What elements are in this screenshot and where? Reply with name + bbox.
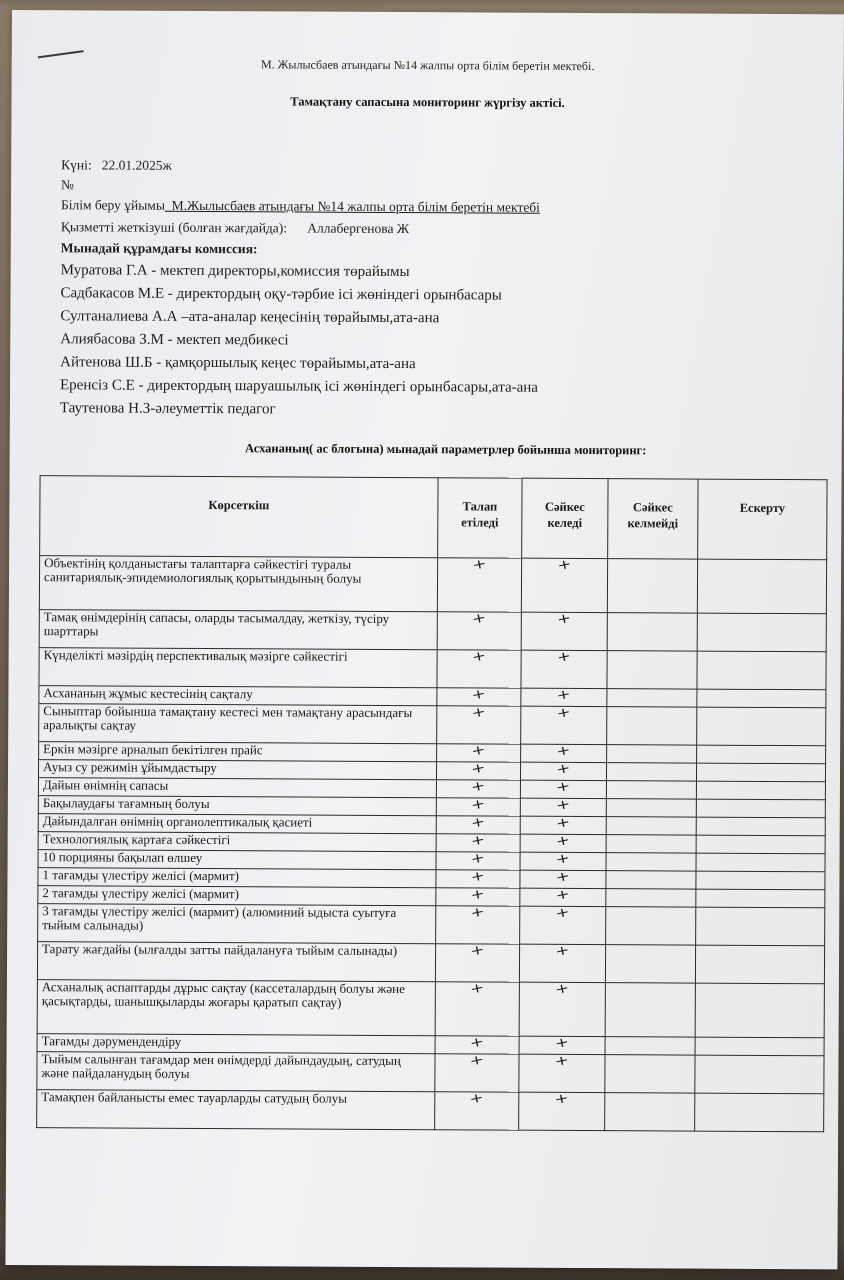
complies-mark-text: + bbox=[555, 686, 573, 705]
note-cell bbox=[697, 651, 826, 690]
note-cell bbox=[696, 871, 825, 890]
complies-mark bbox=[519, 982, 605, 1036]
indicator-cell-text: Тарату жағдайы (ылғалды затты пайдалануға тыйым салынады) bbox=[42, 941, 398, 959]
complies-mark bbox=[520, 834, 606, 852]
required-mark bbox=[437, 558, 521, 612]
note-cell bbox=[696, 835, 825, 854]
date-label: Күні: bbox=[61, 157, 92, 173]
not-complies-cell bbox=[607, 651, 697, 689]
indicator-cell-text: Асхананың жұмыс кестесінің сақталу bbox=[43, 685, 253, 702]
required-mark-text: + bbox=[469, 850, 487, 868]
note-cell bbox=[697, 613, 826, 652]
table-row bbox=[39, 704, 826, 746]
complies-mark bbox=[521, 558, 607, 612]
required-mark-text: + bbox=[468, 1090, 486, 1108]
not-complies-cell bbox=[607, 689, 697, 707]
note-cell bbox=[696, 799, 825, 818]
complies-mark bbox=[519, 1092, 605, 1130]
commission-member: Айтенова Ш.Б - қамқоршылық кеңес төрайымы,ата-ана bbox=[60, 354, 416, 373]
note-cell bbox=[695, 983, 824, 1038]
table-row bbox=[37, 980, 824, 1038]
note-cell bbox=[695, 945, 824, 984]
complies-mark-text: + bbox=[554, 814, 572, 833]
required-mark bbox=[436, 816, 520, 834]
note-cell bbox=[696, 817, 825, 836]
complies-mark bbox=[520, 780, 606, 798]
not-complies-cell bbox=[607, 613, 697, 651]
school-line: М. Жылысбаев атындағы №14 жалпы орта білім беретін мектебі. bbox=[260, 57, 595, 74]
header-indicator: Көрсеткіш bbox=[40, 476, 438, 558]
complies-mark-text: + bbox=[554, 778, 572, 797]
indicator-cell-text: Тыйым салынған тағамдар мен өнімдерді дайындаудың, сатудың және пайдаланудың болуы bbox=[41, 1051, 401, 1081]
indicator-cell-text: Дайындалған өнімнің органолептикалық қасиеті bbox=[42, 813, 313, 830]
not-complies-cell bbox=[605, 983, 695, 1037]
required-mark bbox=[436, 834, 520, 852]
required-mark-text: + bbox=[470, 648, 488, 666]
indicator-cell bbox=[37, 1090, 435, 1130]
required-mark-text: + bbox=[469, 904, 487, 922]
complies-mark bbox=[519, 944, 605, 982]
indicator-cell-text: 1 тағамды үлестіру желісі (мармит) bbox=[42, 867, 240, 884]
not-complies-cell bbox=[605, 945, 695, 983]
complies-mark-text: + bbox=[553, 1034, 571, 1053]
section-title: Асхананың( ас блогына) мынадай параметрлер бойынша мониторинг: bbox=[244, 441, 647, 458]
not-complies-cell bbox=[606, 781, 696, 799]
complies-mark bbox=[520, 762, 606, 780]
required-mark-text: + bbox=[468, 1034, 486, 1052]
complies-mark bbox=[520, 888, 606, 906]
indicator-cell bbox=[39, 610, 437, 650]
required-mark bbox=[437, 650, 521, 688]
complies-mark-text: + bbox=[554, 832, 572, 851]
indicator-cell-text: Ауыз су режимін ұйымдастыру bbox=[42, 759, 217, 776]
indicator-cell-text: Еркін мәзірге арналып бекітілген прайс bbox=[43, 741, 263, 758]
indicator-cell-text: Күнделікті мәзірдің перспективалық мәзірге сәйкестігі bbox=[43, 647, 348, 664]
required-mark bbox=[435, 1036, 519, 1054]
required-mark-text: + bbox=[470, 742, 487, 760]
complies-mark-text: + bbox=[555, 648, 573, 667]
complies-mark bbox=[521, 744, 607, 762]
complies-mark bbox=[520, 816, 606, 834]
complies-mark-text: + bbox=[553, 1052, 571, 1071]
commission-member: Таутенова Н.З-әлеуметтік педагог bbox=[59, 400, 276, 418]
indicator-cell bbox=[39, 556, 437, 612]
complies-mark bbox=[520, 798, 606, 816]
indicator-cell-text: Тамақ өнімдерінің сапасы, оларды тасымалдау, жеткізу, түсіру шарттары bbox=[43, 609, 390, 639]
date-value: 22.01.2025ж bbox=[101, 157, 172, 173]
org-label: Білім беру ұйымы bbox=[60, 197, 165, 213]
not-complies-cell bbox=[607, 707, 697, 745]
complies-mark bbox=[520, 870, 606, 888]
monitoring-table bbox=[36, 475, 827, 1132]
org-value: _М.Жылысбаев атындағы №14 жалпы орта білім беретін мектебі bbox=[164, 197, 540, 215]
complies-mark-text: + bbox=[554, 796, 572, 815]
complies-mark-text: + bbox=[555, 742, 572, 761]
header-note: Ескерту bbox=[698, 479, 827, 560]
required-mark bbox=[436, 780, 520, 798]
required-mark bbox=[436, 852, 520, 870]
indicator-cell bbox=[37, 942, 435, 982]
complies-mark bbox=[521, 612, 607, 650]
required-mark bbox=[436, 870, 520, 888]
not-complies-cell bbox=[605, 1055, 695, 1093]
indicator-cell bbox=[38, 904, 436, 944]
header-complies: Сәйкес келеді bbox=[522, 478, 608, 558]
complies-mark-text: + bbox=[554, 850, 572, 869]
indicator-cell-text: Дайын өнімнің сапасы bbox=[42, 777, 169, 793]
note-cell bbox=[696, 781, 825, 800]
complies-mark bbox=[519, 1054, 605, 1092]
complies-mark-text: + bbox=[555, 610, 573, 629]
required-mark bbox=[435, 944, 519, 982]
required-mark bbox=[435, 982, 519, 1036]
required-mark bbox=[437, 706, 521, 744]
note-cell bbox=[695, 1037, 824, 1056]
not-complies-cell bbox=[606, 799, 696, 817]
table-row bbox=[39, 610, 826, 652]
complies-mark-text: + bbox=[553, 980, 571, 999]
complies-mark bbox=[520, 852, 606, 870]
commission-member: Муратова Г.А - мектеп директоры,комиссия төрайымы bbox=[60, 262, 410, 281]
not-complies-cell bbox=[606, 907, 696, 945]
act-title: Тамақтану сапасына мониторинг жүргізу актісі. bbox=[290, 94, 565, 110]
indicator-cell bbox=[37, 980, 435, 1036]
indicator-cell-text: Сыныптар бойынша тамақтану кестесі мен тамақтану арасындағы аралықты сақтау bbox=[43, 703, 413, 733]
table-row bbox=[39, 556, 826, 614]
table-row bbox=[37, 1090, 824, 1132]
complies-mark-text: + bbox=[554, 942, 571, 961]
table-body bbox=[37, 556, 827, 1132]
date-line bbox=[61, 157, 172, 174]
required-mark-text: + bbox=[469, 760, 487, 778]
required-mark-text: + bbox=[469, 886, 487, 904]
not-complies-cell bbox=[606, 853, 696, 871]
required-mark-text: + bbox=[469, 796, 487, 814]
supplier-value: Аллабергенова Ж bbox=[307, 220, 409, 237]
table-header-row bbox=[40, 476, 827, 560]
table-row bbox=[37, 1052, 824, 1094]
not-complies-cell bbox=[605, 1037, 695, 1055]
complies-mark-text: + bbox=[554, 868, 572, 887]
required-mark-text: + bbox=[469, 868, 487, 886]
indicator-cell-text: Технологиялық картаға сәйкестігі bbox=[42, 831, 231, 848]
required-mark-text: + bbox=[469, 778, 487, 796]
org-line bbox=[61, 197, 540, 216]
indicator-cell bbox=[39, 648, 437, 688]
header-required: Талап етіледі bbox=[438, 478, 522, 558]
note-cell bbox=[696, 763, 825, 782]
required-mark-text: + bbox=[469, 814, 487, 832]
complies-mark bbox=[520, 906, 606, 944]
commission-member: Еренсіз С.Е - директордың шаруашылық ісі жөніндегі орынбасары,ата-ана bbox=[59, 377, 539, 396]
not-complies-cell bbox=[605, 1093, 695, 1131]
commission-member: Алиябасова З.М - мектеп медбикесі bbox=[60, 331, 289, 349]
required-mark-text: + bbox=[468, 1052, 486, 1070]
indicator-cell bbox=[39, 704, 437, 744]
required-mark-text: + bbox=[469, 832, 487, 850]
note-cell bbox=[697, 689, 826, 708]
required-mark-text: + bbox=[468, 980, 486, 998]
not-complies-cell bbox=[606, 871, 696, 889]
note-cell bbox=[695, 1055, 824, 1094]
commission-member: Султаналиева А.А –ата-аналар кеңесінің төрайымы,ата-ана bbox=[60, 308, 440, 327]
indicator-cell-text: 10 порцияны бақылап өлшеу bbox=[42, 849, 203, 866]
commission-member: Садбакасов М.Е - директордың оқу-тәрбие ісі жөніндегі орынбасары bbox=[60, 285, 502, 304]
indicator-cell-text: Асханалық аспаптарды дұрыс сақтау (кассеталардың болуы және қасықтарды, шанышқыларды жоғары қаратып сақтау) bbox=[41, 979, 405, 1010]
complies-mark bbox=[521, 688, 607, 706]
header-not-complies: Сәйкес келмейді bbox=[608, 479, 698, 559]
required-mark bbox=[436, 798, 520, 816]
not-complies-cell bbox=[606, 763, 696, 781]
supplier-line bbox=[61, 219, 409, 237]
required-mark-text: + bbox=[470, 610, 488, 628]
note-cell bbox=[697, 559, 826, 614]
required-mark-text: + bbox=[471, 556, 488, 574]
indicator-cell-text: 3 тағамды үлестіру желісі (мармит) (алюминий ыдыста суытуға тыйым салынады) bbox=[42, 903, 397, 933]
note-cell bbox=[696, 853, 825, 872]
indicator-cell bbox=[37, 1052, 435, 1092]
note-cell bbox=[697, 745, 826, 764]
commission-title: Мынадай құрамдағы комиссия: bbox=[60, 240, 258, 257]
required-mark bbox=[437, 744, 521, 762]
supplier-label: Қызметті жеткізуші (болған жағдайда): bbox=[60, 219, 288, 236]
required-mark bbox=[437, 688, 521, 706]
required-mark-text: + bbox=[470, 686, 488, 704]
required-mark bbox=[435, 1092, 519, 1130]
required-mark bbox=[436, 888, 520, 906]
note-cell bbox=[696, 889, 825, 908]
number-line: № bbox=[61, 177, 75, 193]
note-cell bbox=[697, 707, 826, 746]
required-mark-text: + bbox=[470, 704, 488, 722]
document-page bbox=[5, 10, 844, 1269]
not-complies-cell bbox=[606, 817, 696, 835]
indicator-cell-text: Объектінің қолданыстағы талаптарға сәйкестігі туралы санитариялық-эпидемиологиялық қорытындының болуы bbox=[43, 555, 362, 586]
not-complies-cell bbox=[606, 835, 696, 853]
table-row bbox=[39, 648, 826, 690]
required-mark-text: + bbox=[469, 942, 486, 960]
complies-mark-text: + bbox=[554, 904, 572, 923]
not-complies-cell bbox=[607, 745, 697, 763]
not-complies-cell bbox=[606, 889, 696, 907]
not-complies-cell bbox=[607, 559, 697, 613]
table-row bbox=[38, 904, 825, 946]
complies-mark-text: + bbox=[554, 760, 572, 779]
note-cell bbox=[696, 907, 825, 946]
complies-mark-text: + bbox=[556, 556, 573, 575]
indicator-cell-text: Тағамды дәрумендендіру bbox=[41, 1033, 182, 1049]
complies-mark-text: + bbox=[555, 704, 573, 723]
required-mark bbox=[436, 762, 520, 780]
table-row bbox=[37, 942, 824, 984]
note-cell bbox=[695, 1093, 824, 1132]
indicator-cell-text: Бақылаудағы тағамның болуы bbox=[42, 795, 210, 812]
indicator-cell-text: Тамақпен байланысты емес тауарларды сатудың болуы bbox=[41, 1089, 348, 1106]
complies-mark bbox=[521, 706, 607, 744]
complies-mark-text: + bbox=[554, 886, 572, 905]
required-mark bbox=[437, 612, 521, 650]
indicator-cell-text: 2 тағамды үлестіру желісі (мармит) bbox=[42, 885, 239, 902]
required-mark bbox=[435, 1054, 519, 1092]
complies-mark bbox=[521, 650, 607, 688]
complies-mark bbox=[519, 1036, 605, 1054]
required-mark bbox=[436, 906, 520, 944]
complies-mark-text: + bbox=[553, 1090, 571, 1109]
